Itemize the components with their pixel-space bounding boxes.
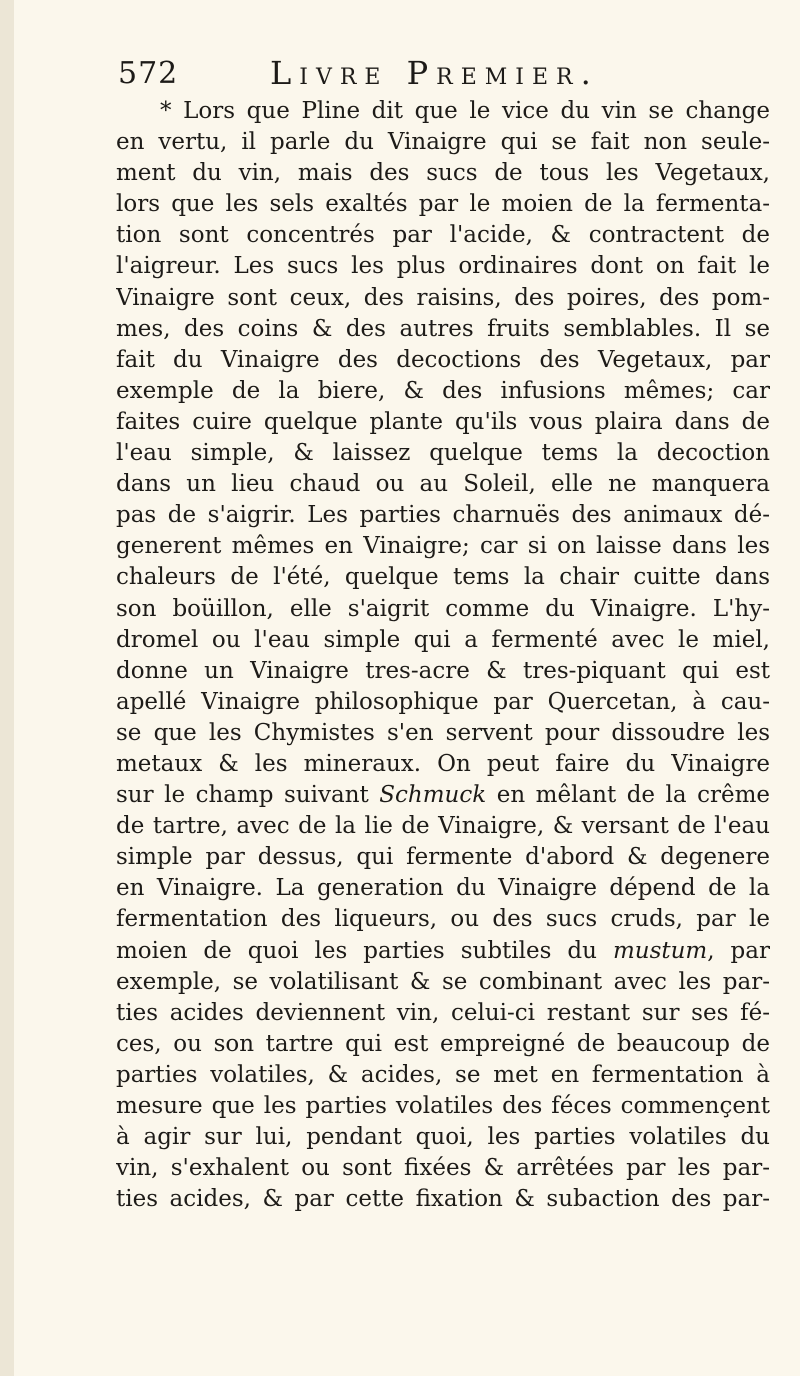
text-segment: sur le champ suivant [116, 782, 369, 809]
text-segment: en mêlant de la crême [496, 782, 770, 809]
text-line: dromel ou l'eau simple qui a fermenté avec le miel, [116, 626, 770, 653]
text-line: l'aigreur. Les sucs les plus ordinaires dont on fait le [116, 253, 770, 280]
page-number: 572 [118, 56, 179, 91]
text-line: ties acides, & par cette fixation & subaction des par- [116, 1186, 770, 1213]
italic-author-name: Schmuck [379, 782, 487, 809]
text-line: de tartre, avec de la lie de Vinaigre, & versant de l'eau [116, 813, 770, 840]
text-line: apellé Vinaigre philosophique par Quercetan, à cau- [116, 688, 770, 715]
text-line-with-italic [116, 936, 770, 967]
text-line: Vinaigre sont ceux, des raisins, des poires, des pom- [116, 284, 770, 311]
text-line: simple par dessus, qui fermente d'abord & degenere [116, 844, 770, 871]
text-line: à agir sur lui, pendant quoi, les parties volatiles du [116, 1124, 770, 1151]
text-line: parties volatiles, & acides, se met en fermentation à [116, 1061, 770, 1088]
text-line-with-italic [116, 780, 770, 811]
body-text [116, 96, 770, 1215]
text-line: l'eau simple, & laissez quelque tems la decoction [116, 440, 770, 467]
text-line: donne un Vinaigre tres-acre & tres-piquant qui est [116, 657, 770, 684]
text-line: exemple, se volatilisant & se combinant avec les par- [116, 968, 770, 995]
text-line: dans un lieu chaud ou au Soleil, elle ne manquera [116, 471, 770, 498]
text-line: metaux & les mineraux. On peut faire du Vinaigre [116, 750, 770, 777]
text-line: faites cuire quelque plante qu'ils vous plaira dans de [116, 408, 770, 435]
text-line: se que les Chymistes s'en servent pour dissoudre les [116, 719, 770, 746]
text-line: generent mêmes en Vinaigre; car si on laisse dans les [116, 533, 770, 560]
running-head: Livre Premier. [270, 54, 599, 92]
text-line: tion sont concentrés par l'acide, & contractent de [116, 222, 770, 249]
text-line: en Vinaigre. La generation du Vinaigre dépend de la [116, 875, 770, 902]
text-segment: moien de quoi les parties subtiles du [116, 937, 597, 964]
text-line: en vertu, il parle du Vinaigre qui se fait non seule- [116, 129, 770, 156]
text-line: vin, s'exhalent ou sont fixées & arrêtées par les par- [116, 1155, 770, 1182]
text-line: mes, des coins & des autres fruits semblables. Il se [116, 315, 770, 342]
text-line: fermentation des liqueurs, ou des sucs cruds, par le [116, 906, 770, 933]
text-line: chaleurs de l'été, quelque tems la chair cuitte dans [116, 564, 770, 591]
page-header [118, 52, 768, 98]
text-line: son boüillon, elle s'aigrit comme du Vinaigre. L'hy- [116, 595, 770, 622]
text-segment: , par [707, 937, 770, 964]
text-line: ces, ou son tartre qui est empreigné de beaucoup de [116, 1030, 770, 1057]
italic-latin-term: mustum [612, 937, 708, 964]
text-line: ties acides deviennent vin, celui-ci restant sur ses fé- [116, 999, 770, 1026]
text-line: lors que les sels exaltés par le moien de la fermenta- [116, 191, 770, 218]
text-line: exemple de la biere, & des infusions mêmes; car [116, 377, 770, 404]
text-line: fait du Vinaigre des decoctions des Vegetaux, par [116, 346, 770, 373]
text-line: mesure que les parties volatiles des féces commençent [116, 1093, 770, 1119]
page-gutter [0, 0, 14, 1376]
text-line: * Lors que Pline dit que le vice du vin se change [160, 98, 770, 124]
text-line: ment du vin, mais des sucs de tous les Vegetaux, [116, 160, 770, 187]
text-line: pas de s'aigrir. Les parties charnuës des animaux dé- [116, 502, 770, 529]
